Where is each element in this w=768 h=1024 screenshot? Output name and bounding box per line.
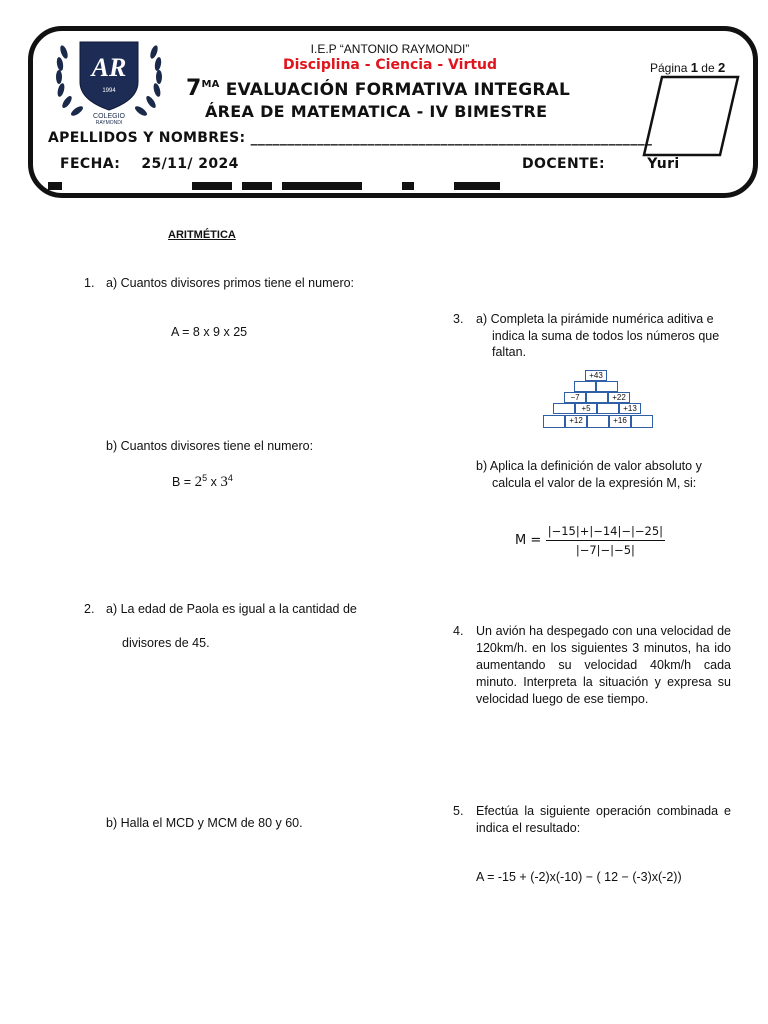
pyramid-cell: +12 — [565, 415, 587, 428]
page-current: 1 — [690, 60, 698, 75]
q3b-text2: calcula el valor de la expresión M, si: — [492, 476, 697, 490]
q3-number: 3. — [453, 312, 464, 326]
q4-number: 4. — [453, 624, 464, 638]
logo-text: COLEGIO — [93, 113, 125, 120]
q1b-base1: 2 — [194, 474, 203, 491]
pyramid-cell — [586, 392, 608, 403]
pyramid-cell: +43 — [585, 370, 607, 381]
pyramid-cell — [631, 415, 653, 428]
grade-number: 7 — [186, 76, 202, 101]
q2b-text: b) Halla el MCD y MCM de 80 y 60. — [106, 816, 303, 830]
q1b-exp2: 4 — [227, 473, 233, 483]
q5-expression: A = -15 + (-2)x(-10) − ( 12 − (-3)x(-2)) — [476, 870, 682, 884]
exam-title — [186, 76, 626, 101]
pyramid-cell: +22 — [608, 392, 630, 403]
date-label: FECHA: — [60, 156, 121, 172]
pyramid-cell — [543, 415, 565, 428]
pyramid-cell — [597, 403, 619, 414]
page-label: Página — [650, 61, 688, 75]
q1b-prefix: B = — [172, 475, 192, 490]
pyramid-cell — [553, 403, 575, 414]
date-value: 25/11/ 2024 — [141, 156, 239, 172]
school-name: I.E.P “ANTONIO RAYMONDI” — [310, 42, 470, 56]
date-row — [60, 156, 239, 172]
q1b-base2: 3 — [220, 474, 228, 491]
school-logo — [50, 34, 168, 124]
q5-text: Efectúa la siguiente operación combinada e indica el resultado: — [476, 804, 731, 835]
page-of: de — [701, 61, 715, 75]
pyramid-cell: +16 — [609, 415, 631, 428]
m-label: M = — [515, 533, 542, 548]
school-motto: Disciplina - Ciencia - Virtud — [282, 57, 498, 73]
pyramid-cell: +13 — [619, 403, 641, 414]
m-fraction — [546, 524, 665, 557]
page-total: 2 — [718, 60, 726, 75]
names-field[interactable]: APELLIDOS Y NOMBRES: _______________________________________________________ — [48, 130, 653, 146]
q3a-text1: a) Completa la pirámide numérica aditiva e — [476, 312, 714, 326]
title-line1: EVALUACIÓN FORMATIVA INTEGRAL — [225, 80, 571, 100]
q1b-times: x — [210, 475, 217, 490]
pyramid-cell: +5 — [575, 403, 597, 414]
teacher-value: Yuri — [647, 156, 680, 172]
q1b-exp1: 5 — [202, 473, 208, 483]
q2a-text2: divisores de 45. — [122, 636, 210, 650]
section-title: ARITMÉTICA — [168, 229, 236, 241]
q1a-expression: A = 8 x 9 x 25 — [171, 325, 248, 339]
number-pyramid — [540, 370, 656, 430]
pyramid-cell: −7 — [564, 392, 586, 403]
page-number — [650, 60, 725, 75]
m-numerator: |−15|+|−14|−|−25| — [546, 524, 665, 541]
logo-subtext: RAYMONDI — [95, 120, 123, 124]
q4-text: Un avión ha despegado con una velocidad de 120km/h. en los siguientes 3 minutos, ha ido aumentando su velocidad 40km/h cada minuto. Interpreta la situación y expresa su velocidad luego de ese tiempo. — [476, 624, 731, 706]
q3b-text1: b) Aplica la definición de valor absoluto y — [476, 459, 702, 473]
q1a-text: a) Cuantos divisores primos tiene el numero: — [106, 276, 355, 290]
logo-initials: AR — [91, 53, 127, 82]
m-expression — [515, 524, 665, 557]
q1b-text: b) Cuantos divisores tiene el numero: — [106, 439, 314, 453]
m-denominator: |−7|−|−5| — [575, 543, 635, 557]
pyramid-cell — [587, 415, 609, 428]
q2-number: 2. — [84, 602, 95, 616]
q1-number: 1. — [84, 276, 95, 290]
cut-off-row — [48, 182, 708, 190]
grade-suffix: MA — [201, 79, 220, 90]
q3a-text2: indica la suma de todos los números que — [492, 329, 720, 343]
q5-number: 5. — [453, 804, 464, 818]
pyramid-cell — [574, 381, 596, 392]
title-line2: ÁREA DE MATEMATICA - IV BIMESTRE — [205, 102, 548, 121]
q2a-text: a) La edad de Paola es igual a la cantidad de — [106, 602, 357, 616]
logo-year: 1994 — [102, 88, 116, 94]
q1b-expression — [172, 470, 233, 491]
teacher-row — [522, 156, 680, 172]
teacher-label: DOCENTE: — [522, 156, 605, 172]
pyramid-cell — [596, 381, 618, 392]
q3a-text3: faltan. — [492, 345, 527, 359]
